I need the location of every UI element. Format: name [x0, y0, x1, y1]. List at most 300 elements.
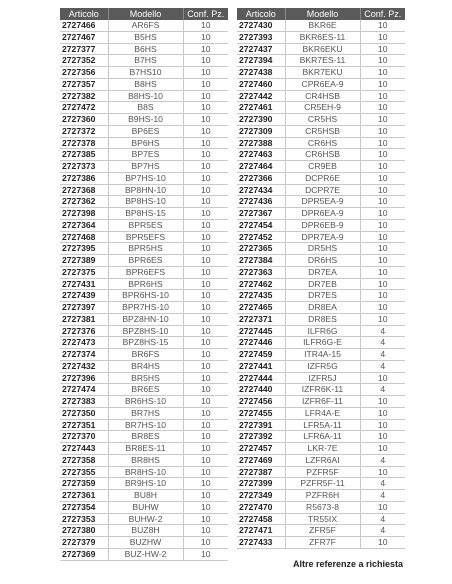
pack-quantity: 10 — [183, 149, 228, 161]
table-row — [237, 90, 405, 102]
model-name: ILFR6G-E — [285, 337, 360, 349]
table-row — [60, 372, 228, 384]
article-code: 2727357 — [60, 78, 108, 90]
pack-quantity: 10 — [360, 208, 405, 220]
model-name: BP6HS — [108, 137, 183, 149]
article-code: 2727391 — [237, 419, 285, 431]
article-table-right — [237, 8, 405, 549]
model-name: DPR5EA-9 — [285, 196, 360, 208]
table-row — [60, 513, 228, 525]
table-row — [237, 478, 405, 490]
table-row — [60, 208, 228, 220]
article-code: 2727444 — [237, 372, 285, 384]
header-qty: Conf. Pz. — [183, 8, 228, 20]
article-code: 2727375 — [60, 266, 108, 278]
article-code: 2727373 — [60, 161, 108, 173]
footnote: Altre referenze a richiesta — [293, 559, 404, 569]
article-code: 2727436 — [237, 196, 285, 208]
article-code: 2727452 — [237, 231, 285, 243]
pack-quantity: 10 — [360, 466, 405, 478]
pack-quantity: 4 — [360, 525, 405, 537]
article-code: 2727353 — [60, 513, 108, 525]
article-code: 2727369 — [60, 548, 108, 560]
model-name: BPR7HS-10 — [108, 302, 183, 314]
article-code: 2727350 — [60, 407, 108, 419]
pack-quantity: 10 — [360, 372, 405, 384]
model-name: BR7HS-10 — [108, 419, 183, 431]
model-name: CPR6EA-9 — [285, 78, 360, 90]
model-name: R5673-8 — [285, 501, 360, 513]
article-code: 2727379 — [60, 537, 108, 549]
article-code: 2727473 — [60, 337, 108, 349]
table-row — [237, 325, 405, 337]
model-name: BUHW — [108, 501, 183, 513]
pack-quantity: 10 — [183, 384, 228, 396]
table-row — [237, 396, 405, 408]
article-code: 2727396 — [60, 372, 108, 384]
article-code: 2727381 — [60, 313, 108, 325]
model-name: BU8H — [108, 490, 183, 502]
model-name: BR6ES — [108, 384, 183, 396]
pack-quantity: 10 — [183, 454, 228, 466]
model-name: BKR6ES-11 — [285, 31, 360, 43]
table-row — [60, 219, 228, 231]
model-name: BP6ES — [108, 125, 183, 137]
article-code: 2727367 — [237, 208, 285, 220]
pack-quantity: 10 — [183, 67, 228, 79]
table-row — [237, 125, 405, 137]
article-code: 2727352 — [60, 55, 108, 67]
table-row — [60, 161, 228, 173]
table-row — [237, 184, 405, 196]
article-code: 2727399 — [237, 478, 285, 490]
table-row — [60, 419, 228, 431]
model-name: BP8HS-15 — [108, 208, 183, 220]
model-name: ZFR5F — [285, 525, 360, 537]
model-name: LKR-7E — [285, 443, 360, 455]
pack-quantity: 10 — [360, 20, 405, 31]
article-code: 2727368 — [60, 184, 108, 196]
pack-quantity: 10 — [183, 372, 228, 384]
article-code: 2727458 — [237, 513, 285, 525]
model-name: BKR7ES-11 — [285, 55, 360, 67]
pack-quantity: 10 — [183, 114, 228, 126]
model-name: PZFR6H — [285, 490, 360, 502]
table-row — [60, 349, 228, 361]
model-name: BKR6EKU — [285, 43, 360, 55]
model-name: CR4HSB — [285, 90, 360, 102]
table-row — [60, 255, 228, 267]
pack-quantity: 4 — [360, 490, 405, 502]
pack-quantity: 10 — [183, 537, 228, 549]
pack-quantity: 10 — [183, 125, 228, 137]
pack-quantity: 10 — [360, 396, 405, 408]
pack-quantity: 10 — [360, 125, 405, 137]
table-row — [60, 525, 228, 537]
model-name: BR4HS — [108, 360, 183, 372]
article-code: 2727462 — [237, 278, 285, 290]
pack-quantity: 10 — [360, 196, 405, 208]
model-name: DR7EA — [285, 266, 360, 278]
table-row — [237, 31, 405, 43]
model-name: CR6HS — [285, 137, 360, 149]
model-name: IZFR5J — [285, 372, 360, 384]
pack-quantity: 10 — [183, 290, 228, 302]
pack-quantity: 10 — [360, 67, 405, 79]
pack-quantity: 10 — [360, 313, 405, 325]
article-code: 2727356 — [60, 67, 108, 79]
table-row — [60, 290, 228, 302]
model-name: DCPR7E — [285, 184, 360, 196]
table-row — [237, 243, 405, 255]
table-row — [60, 78, 228, 90]
table-row — [60, 20, 228, 31]
table-row — [60, 196, 228, 208]
model-name: B8S — [108, 102, 183, 114]
model-name: BPR6HS-10 — [108, 290, 183, 302]
table-row — [60, 302, 228, 314]
table-row — [237, 43, 405, 55]
pack-quantity: 10 — [360, 78, 405, 90]
table-header-row — [237, 8, 405, 20]
pack-quantity: 10 — [183, 525, 228, 537]
pack-quantity: 4 — [360, 360, 405, 372]
table-row — [60, 55, 228, 67]
article-code: 2727471 — [237, 525, 285, 537]
article-code: 2727397 — [60, 302, 108, 314]
table-row — [237, 55, 405, 67]
pack-quantity: 10 — [183, 278, 228, 290]
article-code: 2727438 — [237, 67, 285, 79]
model-name: BPZ8HS-10 — [108, 325, 183, 337]
pack-quantity: 4 — [360, 478, 405, 490]
table-row — [60, 137, 228, 149]
model-name: BKR7EKU — [285, 67, 360, 79]
pack-quantity: 10 — [360, 431, 405, 443]
article-code: 2727430 — [237, 20, 285, 31]
table-row — [237, 102, 405, 114]
model-name: BP8HN-10 — [108, 184, 183, 196]
table-row — [60, 501, 228, 513]
pack-quantity: 10 — [183, 443, 228, 455]
pack-quantity: 10 — [183, 360, 228, 372]
article-code: 2727384 — [237, 255, 285, 267]
table-row — [60, 313, 228, 325]
article-code: 2727464 — [237, 161, 285, 173]
article-code: 2727460 — [237, 78, 285, 90]
table-row — [60, 443, 228, 455]
model-name: BPZ8HN-10 — [108, 313, 183, 325]
pack-quantity: 10 — [360, 302, 405, 314]
pack-quantity: 10 — [183, 325, 228, 337]
header-code: Articolo — [60, 8, 108, 20]
article-code: 2727398 — [60, 208, 108, 220]
article-code: 2727349 — [237, 490, 285, 502]
table-row — [60, 90, 228, 102]
article-code: 2727393 — [237, 31, 285, 43]
pack-quantity: 10 — [183, 431, 228, 443]
model-name: BR7HS — [108, 407, 183, 419]
article-code: 2727365 — [237, 243, 285, 255]
table-row — [237, 196, 405, 208]
pack-quantity: 10 — [360, 537, 405, 549]
model-name: DR6HS — [285, 255, 360, 267]
table-row — [237, 231, 405, 243]
model-name: DR7EB — [285, 278, 360, 290]
model-name: BPR5EFS — [108, 231, 183, 243]
article-code: 2727388 — [237, 137, 285, 149]
table-row — [237, 266, 405, 278]
pack-quantity: 10 — [360, 55, 405, 67]
table-row — [237, 161, 405, 173]
table-row — [60, 125, 228, 137]
table-row — [237, 337, 405, 349]
article-code: 2727468 — [60, 231, 108, 243]
article-code: 2727456 — [237, 396, 285, 408]
table-row — [60, 384, 228, 396]
table-row — [60, 548, 228, 560]
model-name: BR8ES — [108, 431, 183, 443]
model-name: BPR5HS — [108, 243, 183, 255]
table-row — [60, 431, 228, 443]
pack-quantity: 10 — [183, 184, 228, 196]
table-row — [60, 407, 228, 419]
table-row — [237, 149, 405, 161]
table-row — [237, 302, 405, 314]
table-row — [60, 396, 228, 408]
pack-quantity: 10 — [360, 443, 405, 455]
table-row — [237, 255, 405, 267]
header-model: Modello — [285, 8, 360, 20]
table-row — [237, 372, 405, 384]
article-code: 2727469 — [237, 454, 285, 466]
model-name: BR9HS-10 — [108, 478, 183, 490]
article-code: 2727371 — [237, 313, 285, 325]
model-name: BUHW-2 — [108, 513, 183, 525]
article-code: 2727382 — [60, 90, 108, 102]
article-code: 2727387 — [237, 466, 285, 478]
header-model: Modello — [108, 8, 183, 20]
article-code: 2727434 — [237, 184, 285, 196]
article-code: 2727392 — [237, 431, 285, 443]
table-header-row — [60, 8, 228, 20]
pack-quantity: 4 — [360, 349, 405, 361]
model-name: BR6HS-10 — [108, 396, 183, 408]
table-row — [60, 243, 228, 255]
article-code: 2727385 — [60, 149, 108, 161]
table-row — [237, 172, 405, 184]
table-row — [237, 78, 405, 90]
article-code: 2727364 — [60, 219, 108, 231]
model-name: LFR5A-11 — [285, 419, 360, 431]
article-code: 2727376 — [60, 325, 108, 337]
table-row — [237, 349, 405, 361]
article-code: 2727389 — [60, 255, 108, 267]
article-code: 2727362 — [60, 196, 108, 208]
pack-quantity: 10 — [183, 513, 228, 525]
model-name: B6HS — [108, 43, 183, 55]
table-row — [60, 490, 228, 502]
model-name: IZFR5G — [285, 360, 360, 372]
table-row — [237, 513, 405, 525]
article-code: 2727355 — [60, 466, 108, 478]
table-row — [60, 231, 228, 243]
article-code: 2727443 — [60, 443, 108, 455]
article-code: 2727463 — [237, 149, 285, 161]
article-code: 2727435 — [237, 290, 285, 302]
pack-quantity: 10 — [183, 548, 228, 560]
model-name: IZFR6K-11 — [285, 384, 360, 396]
article-code: 2727390 — [237, 114, 285, 126]
pack-quantity: 10 — [183, 196, 228, 208]
pack-quantity: 10 — [360, 90, 405, 102]
table-row — [60, 102, 228, 114]
model-name: BKR6E — [285, 20, 360, 31]
model-name: IZFR6F-11 — [285, 396, 360, 408]
table-row — [237, 454, 405, 466]
table-row — [237, 525, 405, 537]
model-name: B9HS-10 — [108, 114, 183, 126]
table-row — [60, 266, 228, 278]
model-name: BR8ES-11 — [108, 443, 183, 455]
model-name: LFR6A-11 — [285, 431, 360, 443]
model-name: BUZHW — [108, 537, 183, 549]
pack-quantity: 10 — [183, 219, 228, 231]
pack-quantity: 10 — [360, 184, 405, 196]
article-code: 2727461 — [237, 102, 285, 114]
pack-quantity: 10 — [183, 243, 228, 255]
model-name: BR8HS-10 — [108, 466, 183, 478]
model-name: BR5HS — [108, 372, 183, 384]
table-row — [237, 278, 405, 290]
article-code: 2727351 — [60, 419, 108, 431]
table-row — [237, 114, 405, 126]
pack-quantity: 10 — [360, 407, 405, 419]
pack-quantity: 10 — [183, 43, 228, 55]
table-row — [60, 149, 228, 161]
table-row — [237, 219, 405, 231]
article-code: 2727470 — [237, 501, 285, 513]
table-row — [237, 490, 405, 502]
model-name: BP7HS-10 — [108, 172, 183, 184]
article-code: 2727455 — [237, 407, 285, 419]
pack-quantity: 10 — [360, 172, 405, 184]
model-name: BR8HS — [108, 454, 183, 466]
pack-quantity: 10 — [183, 208, 228, 220]
pack-quantity: 10 — [183, 102, 228, 114]
article-code: 2727437 — [237, 43, 285, 55]
pack-quantity: 4 — [360, 454, 405, 466]
pack-quantity: 10 — [183, 20, 228, 31]
pack-quantity: 10 — [183, 302, 228, 314]
table-row — [60, 31, 228, 43]
model-name: DCPR6E — [285, 172, 360, 184]
pack-quantity: 10 — [360, 31, 405, 43]
article-code: 2727386 — [60, 172, 108, 184]
pack-quantity: 10 — [183, 231, 228, 243]
article-code: 2727446 — [237, 337, 285, 349]
pack-quantity: 10 — [183, 266, 228, 278]
model-name: BPR6EFS — [108, 266, 183, 278]
table-row — [237, 67, 405, 79]
article-code: 2727354 — [60, 501, 108, 513]
table-row — [60, 360, 228, 372]
model-name: BR6FS — [108, 349, 183, 361]
table-row — [60, 67, 228, 79]
article-code: 2727380 — [60, 525, 108, 537]
article-code: 2727441 — [237, 360, 285, 372]
table-row — [237, 384, 405, 396]
model-name: B8HS-10 — [108, 90, 183, 102]
pack-quantity: 10 — [360, 501, 405, 513]
pack-quantity: 10 — [183, 78, 228, 90]
article-code: 2727457 — [237, 443, 285, 455]
model-name: BP8HS-10 — [108, 196, 183, 208]
pack-quantity: 10 — [183, 313, 228, 325]
model-name: B7HS — [108, 55, 183, 67]
table-row — [237, 501, 405, 513]
table-row — [237, 137, 405, 149]
article-table-left — [60, 8, 228, 561]
header-qty: Conf. Pz. — [360, 8, 405, 20]
model-name: B5HS — [108, 31, 183, 43]
table-row — [237, 360, 405, 372]
table-row — [237, 537, 405, 549]
pack-quantity: 10 — [360, 266, 405, 278]
model-name: DR5HS — [285, 243, 360, 255]
article-code: 2727374 — [60, 349, 108, 361]
article-code: 2727372 — [60, 125, 108, 137]
model-name: PZFR5F — [285, 466, 360, 478]
pack-quantity: 10 — [360, 149, 405, 161]
article-code: 2727360 — [60, 114, 108, 126]
model-name: AR6FS — [108, 20, 183, 31]
pack-quantity: 10 — [360, 290, 405, 302]
pack-quantity: 10 — [360, 161, 405, 173]
article-code: 2727433 — [237, 537, 285, 549]
article-code: 2727465 — [237, 302, 285, 314]
article-code: 2727472 — [60, 102, 108, 114]
model-name: DR7ES — [285, 290, 360, 302]
table-row — [237, 290, 405, 302]
article-code: 2727377 — [60, 43, 108, 55]
article-code: 2727445 — [237, 325, 285, 337]
model-name: DR8ES — [285, 313, 360, 325]
article-code: 2727358 — [60, 454, 108, 466]
model-name: ILFR6G — [285, 325, 360, 337]
model-name: BP7HS — [108, 161, 183, 173]
article-code: 2727383 — [60, 396, 108, 408]
pack-quantity: 10 — [183, 55, 228, 67]
article-code: 2727467 — [60, 31, 108, 43]
pack-quantity: 4 — [360, 513, 405, 525]
model-name: CR5HS — [285, 114, 360, 126]
table-row — [60, 537, 228, 549]
model-name: B7HS10 — [108, 67, 183, 79]
header-code: Articolo — [237, 8, 285, 20]
pack-quantity: 10 — [360, 243, 405, 255]
table-row — [60, 172, 228, 184]
article-code: 2727440 — [237, 384, 285, 396]
table-row — [60, 278, 228, 290]
model-name: ITR4A-15 — [285, 349, 360, 361]
article-code: 2727432 — [60, 360, 108, 372]
article-code: 2727361 — [60, 490, 108, 502]
pack-quantity: 4 — [360, 384, 405, 396]
article-code: 2727395 — [60, 243, 108, 255]
article-code: 2727466 — [60, 20, 108, 31]
pack-quantity: 10 — [360, 231, 405, 243]
